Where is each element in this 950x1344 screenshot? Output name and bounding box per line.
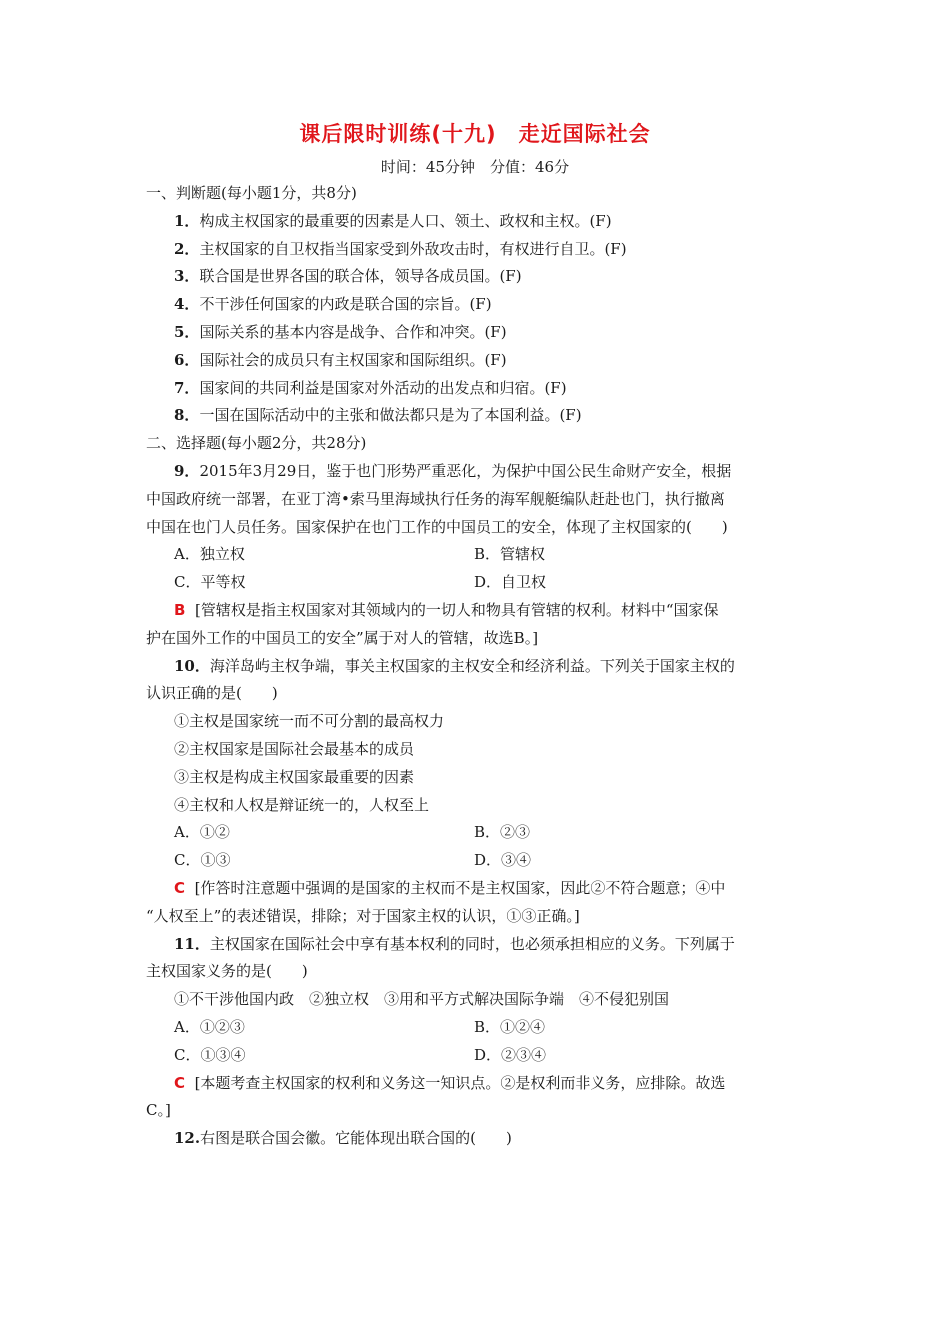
option-a: A．①② xyxy=(174,823,230,842)
question-text: 右图是联合国会徽。它能体现出联合国的( ) xyxy=(200,1129,512,1148)
question-11-line: 主权国家义务的是( ) xyxy=(146,962,308,981)
answer-letter: C xyxy=(174,878,186,897)
option-a: A．①②③ xyxy=(174,1017,245,1036)
question-text: 主权国家在国际社会中享有基本权利的同时，也必须承担相应的义务。下列属于 xyxy=(209,934,735,953)
question-number: 2． xyxy=(174,239,200,258)
tf-question-3 xyxy=(146,263,810,291)
question-text: 国际社会的成员只有主权国家和国际组织。(F) xyxy=(199,350,507,369)
question-number: 11． xyxy=(174,934,210,953)
question-9-line: 中国在也门人员任务。国家保护在也门工作的中国员工的安全，体现了主权国家的( ) xyxy=(146,517,728,536)
tf-question-7 xyxy=(146,375,810,403)
explanation-text: C。] xyxy=(146,1101,171,1120)
explanation-text: “人权至上”的表述错误，排除；对于国家主权的认识，①③正确。] xyxy=(146,906,580,925)
question-text: 主权国家的自卫权指当国家受到外敌攻击时，有权进行自卫。(F) xyxy=(199,239,627,258)
question-text: 联合国是世界各国的联合体，领导各成员国。(F) xyxy=(199,267,522,286)
statement-4: ④主权和人权是辩证统一的，人权至上 xyxy=(174,795,430,814)
question-text: 不干涉任何国家的内政是联合国的宗旨。(F) xyxy=(199,295,492,314)
tf-question-2 xyxy=(146,236,810,264)
options-row xyxy=(146,541,810,569)
options-row xyxy=(146,1042,810,1070)
question-number: 3． xyxy=(174,267,200,286)
question-10-line xyxy=(146,653,810,681)
answer-explanation xyxy=(146,597,810,625)
explanation-text: [作答时注意题中强调的是国家的主权而不是主权国家，因此②不符合题意；④中 xyxy=(194,878,726,897)
answer-explanation xyxy=(146,875,810,903)
option-b: B．①②④ xyxy=(474,1017,546,1036)
question-12-line xyxy=(146,1125,810,1153)
explanation-text: 护在国外工作的中国员工的安全”属于对人的管辖，故选B。] xyxy=(146,628,539,647)
option-b: B．管辖权 xyxy=(474,545,546,564)
question-number: 8． xyxy=(174,406,200,425)
page-subtitle: 时间：45分钟 分值：46分 xyxy=(380,158,570,176)
option-d: D．③④ xyxy=(474,851,532,870)
tf-question-4 xyxy=(146,291,810,319)
section-heading: 一、判断题(每小题1分，共8分) xyxy=(146,184,357,202)
option-c: C．①③ xyxy=(174,851,231,870)
option-d: D．自卫权 xyxy=(474,573,547,592)
answer-letter: C xyxy=(174,1073,186,1092)
statement-3: ③主权是构成主权国家最重要的因素 xyxy=(174,767,415,786)
statement-list: ①不干涉他国内政 ②独立权 ③用和平方式解决国际争端 ④不侵犯别国 xyxy=(174,990,670,1009)
question-number: 12. xyxy=(174,1129,201,1148)
question-text: 海洋岛屿主权争端，事关主权国家的主权安全和经济利益。下列关于国家主权的 xyxy=(209,656,735,675)
section-heading: 二、选择题(每小题2分，共28分) xyxy=(146,434,367,453)
options-row xyxy=(146,1014,810,1042)
question-text: 2015年3月29日，鉴于也门形势严重恶化，为保护中国公民生命财产安全，根据 xyxy=(199,461,732,480)
options-row xyxy=(146,819,810,847)
question-text: 国际关系的基本内容是战争、合作和冲突。(F) xyxy=(199,322,507,341)
option-c: C．平等权 xyxy=(174,573,246,592)
tf-question-1 xyxy=(146,208,810,236)
question-number: 5． xyxy=(174,322,200,341)
option-c: C．①③④ xyxy=(174,1045,246,1064)
question-9-line xyxy=(146,458,810,486)
question-number: 6． xyxy=(174,350,200,369)
statement-2: ②主权国家是国际社会最基本的成员 xyxy=(174,739,415,758)
explanation-text: [本题考查主权国家的权利和义务这一知识点。②是权利而非义务，应排除。故选 xyxy=(194,1073,726,1092)
explanation-text: [管辖权是指主权国家对其领域内的一切人和物具有管辖的权利。材料中“国家保 xyxy=(194,600,719,619)
question-10-line: 认识正确的是( ) xyxy=(146,684,278,703)
options-row xyxy=(146,847,810,875)
options-row xyxy=(146,569,810,597)
tf-question-5 xyxy=(146,319,810,347)
option-d: D．②③④ xyxy=(474,1045,547,1064)
document-body xyxy=(146,180,810,1153)
question-number: 4． xyxy=(174,295,200,314)
question-11-line xyxy=(146,931,810,959)
answer-letter: B xyxy=(174,600,186,619)
question-number: 10． xyxy=(174,656,210,675)
answer-explanation xyxy=(146,1070,810,1098)
question-number: 1． xyxy=(174,211,200,230)
tf-question-8 xyxy=(146,402,810,430)
page-title: 课后限时训练(十九) 走近国际社会 xyxy=(299,122,651,146)
option-a: A．独立权 xyxy=(174,545,245,564)
tf-question-6 xyxy=(146,347,810,375)
question-text: 构成主权国家的最重要的因素是人口、领土、政权和主权。(F) xyxy=(199,211,612,230)
question-number: 7． xyxy=(174,378,200,397)
option-b: B．②③ xyxy=(474,823,531,842)
statement-1: ①主权是国家统一而不可分割的最高权力 xyxy=(174,712,445,731)
question-text: 一国在国际活动中的主张和做法都只是为了本国利益。(F) xyxy=(199,406,582,425)
question-text: 国家间的共同利益是国家对外活动的出发点和归宿。(F) xyxy=(199,378,567,397)
question-9-line: 中国政府统一部署，在亚丁湾•索马里海域执行任务的海军舰艇编队赶赴也门，执行撤离 xyxy=(146,489,725,508)
question-number: 9． xyxy=(174,461,200,480)
